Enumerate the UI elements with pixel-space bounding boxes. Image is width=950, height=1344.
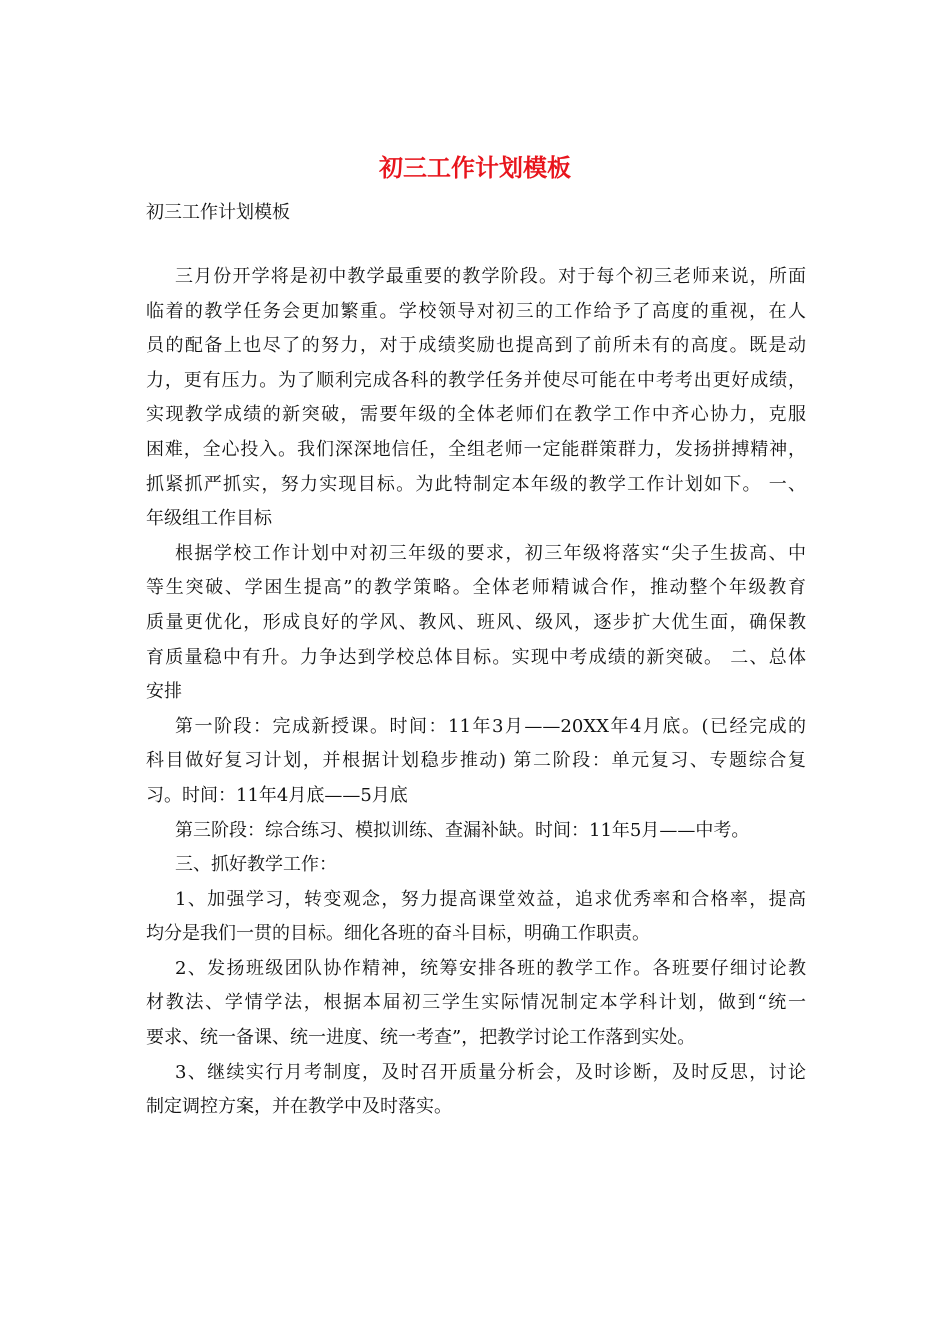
body-line: 科目做好复习计划，并根据计划稳步推动) 第二阶段：单元复习、专题综合复 xyxy=(146,750,806,772)
body-line: 临着的教学任务会更加繁重。学校领导对初三的工作给予了高度的重视，在人 xyxy=(146,300,806,322)
body-line: 第一阶段：完成新授课。时间：11年3月——20XX年4月底。(已经完成的 xyxy=(175,715,806,737)
body-line: 根据学校工作计划中对初三年级的要求，初三年级将落实“尖子生拔高、中 xyxy=(175,542,806,564)
document-title: 初三工作计划模板 xyxy=(379,153,571,182)
body-line: 等生突破、学困生提高”的教学策略。全体老师精诚合作，推动整个年级教育 xyxy=(146,577,806,599)
body-line: 要求、统一备课、统一进度、统一考查”，把教学讨论工作落到实处。 xyxy=(146,1027,696,1049)
body-line: 抓紧抓严抓实，努力实现目标。为此特制定本年级的教学工作计划如下。 一、 xyxy=(146,473,806,495)
body-line: 三、抓好教学工作： xyxy=(175,854,337,876)
body-line: 习。时间：11年4月底——5月底 xyxy=(146,784,408,806)
body-line: 育质量稳中有升。力争达到学校总体目标。实现中考成绩的新突破。 二、总体 xyxy=(146,646,806,668)
body-line: 2、发扬班级团队协作精神，统筹安排各班的教学工作。各班要仔细讨论教 xyxy=(175,957,806,979)
body-line: 质量更优化，形成良好的学风、教风、班风、级风，逐步扩大优生面，确保教 xyxy=(146,611,806,633)
body-line: 均分是我们一贯的目标。细化各班的奋斗目标，明确工作职责。 xyxy=(146,923,650,945)
body-line: 三月份开学将是初中教学最重要的教学阶段。对于每个初三老师来说，所面 xyxy=(175,266,806,287)
body-line: 3、继续实行月考制度，及时召开质量分析会，及时诊断，及时反思，讨论 xyxy=(175,1061,806,1083)
body-line: 困难，全心投入。我们深深地信任，全组老师一定能群策群力，发扬拼搏精神， xyxy=(146,438,806,460)
body-line: 1、加强学习，转变观念，努力提高课堂效益，追求优秀率和合格率，提高 xyxy=(175,888,806,910)
body-line: 实现教学成绩的新突破，需要年级的全体老师们在教学工作中齐心协力，克服 xyxy=(146,404,806,426)
body-line: 年级组工作目标 xyxy=(146,508,272,530)
body-line: 安排 xyxy=(146,681,182,703)
body-line: 材教法、学情学法，根据本届初三学生实际情况制定本学科计划，做到“统一 xyxy=(146,992,806,1014)
body-line: 制定调控方案，并在教学中及时落实。 xyxy=(146,1096,452,1118)
document-subtitle: 初三工作计划模板 xyxy=(146,202,290,223)
body-line: 力，更有压力。为了顺利完成各科的教学任务并使尽可能在中考考出更好成绩， xyxy=(146,369,806,391)
body-line: 第三阶段：综合练习、模拟训练、查漏补缺。时间：11年5月——中考。 xyxy=(175,819,750,841)
body-line: 员的配备上也尽了的努力，对于成绩奖励也提高到了前所未有的高度。既是动 xyxy=(146,335,806,357)
document-body xyxy=(146,260,806,1125)
